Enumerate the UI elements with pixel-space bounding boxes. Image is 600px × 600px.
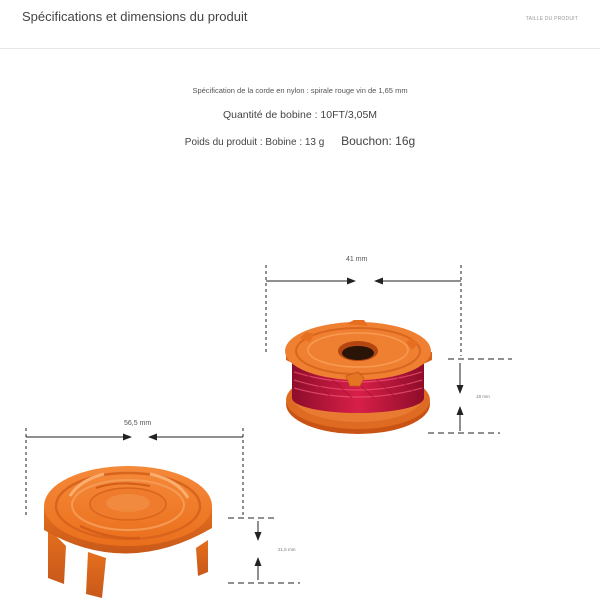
cap-illustration	[44, 466, 212, 598]
spool-height-label: 18 mm	[476, 394, 490, 399]
spec-weight-spool: Poids du produit : Bobine : 13 g	[184, 137, 325, 148]
arrow-up-icon	[255, 557, 262, 566]
arrow-right-icon	[347, 278, 356, 285]
page-title: Spécifications et dimensions du produit	[22, 9, 248, 24]
cap-width-label: 56,5 mm	[124, 420, 152, 427]
arrow-left-icon	[374, 278, 383, 285]
spec-nylon-line: Spécification de la corde en nylon : spirale rouge vin de 1,65 mm	[192, 86, 408, 95]
arrow-right-icon	[123, 434, 132, 441]
spool-height-dimension	[428, 359, 512, 433]
section-tag: TAILLE DU PRODUIT	[525, 16, 578, 22]
arrow-down-icon	[255, 532, 262, 541]
arrow-down-icon	[457, 385, 464, 394]
spool-illustration	[285, 320, 432, 434]
spec-spool-quantity: Quantité de bobine : 10FT/3,05M	[222, 109, 378, 121]
cap-height-label: 21,5 mm	[278, 547, 296, 552]
arrow-up-icon	[457, 406, 464, 415]
arrow-left-icon	[148, 434, 157, 441]
spool-width-label: 41 mm	[346, 256, 368, 263]
spec-weight-cap: Bouchon: 16g	[341, 134, 416, 148]
